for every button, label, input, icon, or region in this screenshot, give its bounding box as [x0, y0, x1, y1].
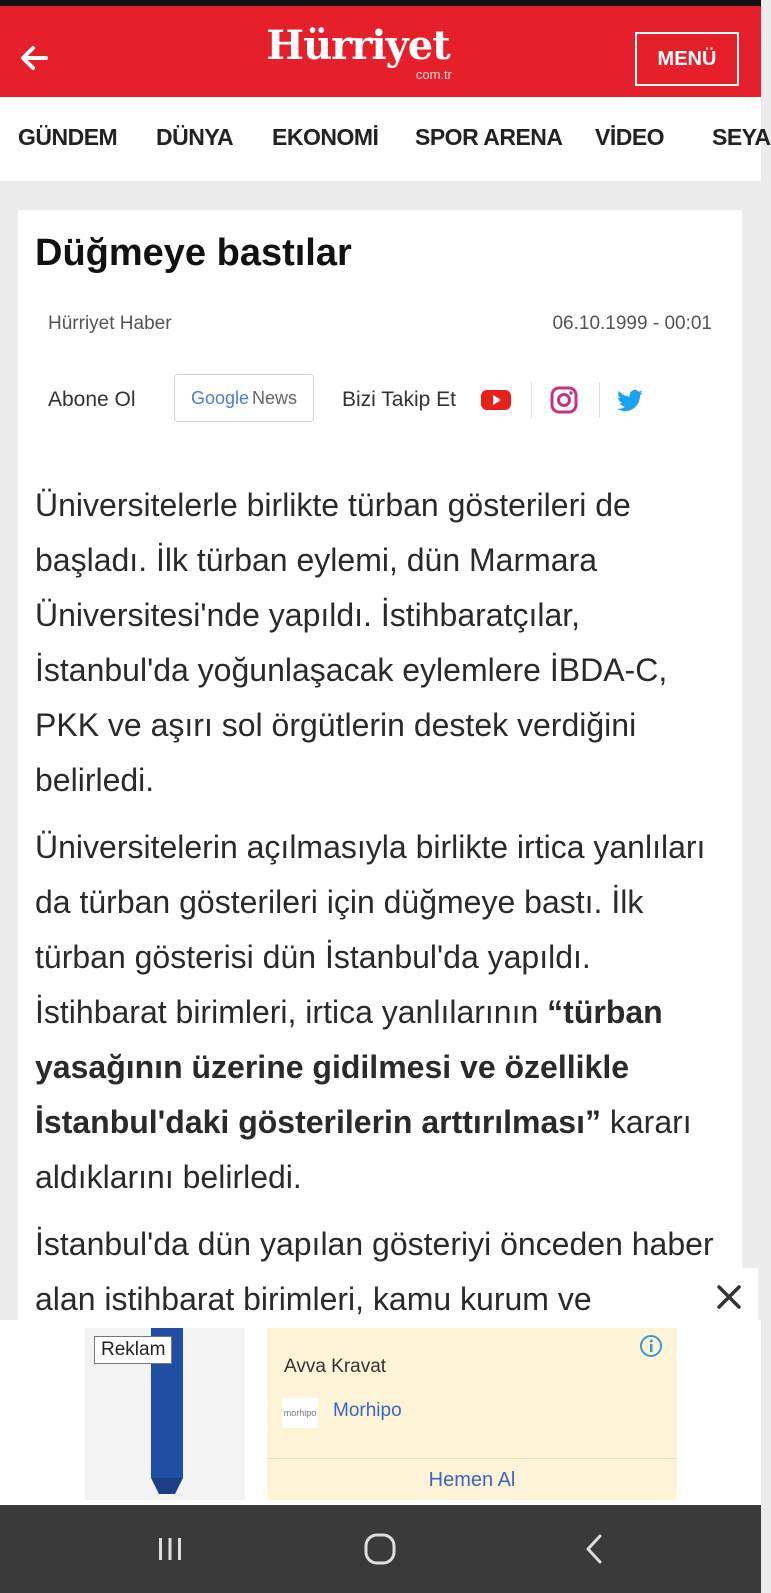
follow-label: Bizi Takip Et — [342, 388, 456, 411]
back-button[interactable] — [14, 36, 58, 80]
close-ad-button[interactable] — [700, 1268, 758, 1326]
back-icon[interactable] — [575, 1529, 615, 1569]
nav-item-ekonomi[interactable]: EKONOMİ — [272, 124, 379, 150]
article-author[interactable]: Hürriyet Haber — [48, 313, 172, 334]
nav-item-spor-arena[interactable]: SPOR ARENA — [415, 124, 563, 150]
info-icon[interactable] — [639, 1334, 663, 1358]
instagram-icon[interactable] — [548, 384, 580, 416]
divider — [599, 382, 600, 418]
follow-row — [48, 370, 728, 430]
ad-content[interactable] — [267, 1328, 677, 1500]
nav-item-gundem[interactable]: GÜNDEM — [18, 124, 118, 150]
article-body — [35, 478, 725, 1339]
ad-brand[interactable]: Morhipo — [333, 1400, 402, 1421]
article-card — [18, 210, 742, 1320]
category-nav — [0, 97, 771, 181]
top-header — [0, 0, 761, 97]
home-icon[interactable] — [360, 1529, 400, 1569]
paragraph-text: Üniversitelerin açılmasıyla birlikte irtica yanlıları da türban gösterileri için düğmeye bastı. İlk türban gösterisi dün İstanbul'da yapıldı. İstihbarat birimleri, irtica yanlılarının — [35, 829, 706, 1030]
arrow-left-icon — [14, 36, 58, 80]
twitter-icon[interactable] — [614, 384, 646, 416]
google-news-button[interactable] — [174, 374, 314, 422]
close-icon — [700, 1268, 758, 1326]
ad-label: Reklam — [94, 1336, 172, 1364]
nav-item-video[interactable]: VİDEO — [595, 124, 665, 150]
logo-domain: com.tr — [415, 67, 452, 82]
article-title: Düğmeye bastılar — [35, 232, 352, 274]
article-paragraph — [35, 820, 725, 1205]
logo-text: Hürriyet — [266, 22, 450, 69]
paragraph-text: kararı aldıklarını belirledi. — [35, 1104, 692, 1195]
site-logo[interactable] — [258, 24, 458, 88]
article-date: 06.10.1999 - 00:01 — [552, 313, 712, 334]
system-nav-bar — [0, 1505, 761, 1593]
youtube-icon[interactable] — [480, 384, 512, 416]
divider — [267, 1458, 677, 1459]
article-paragraph: Üniversitelerle birlikte türban gösterileri de başladı. İlk türban eylemi, dün Marmara Üniversitesi'nde yapıldı. İstihbaratçılar, İstanbul'da yoğunlaşacak eylemlere İBDA-C, PKK ve aşırı sol örgütlerin destek verdiğini belirledi. — [35, 487, 668, 798]
nav-item-dunya[interactable]: DÜNYA — [156, 124, 234, 150]
bold-quote: “türban yasağının üzerine gidilmesi ve özellikle İstanbul'daki gösterilerin arttırılması” — [35, 994, 663, 1140]
ad-title: Avva Kravat — [284, 1356, 387, 1377]
subscribe-label: Abone Ol — [48, 388, 136, 411]
ad-cta-button[interactable]: Hemen Al — [428, 1469, 516, 1491]
news-word: News — [252, 388, 298, 408]
brand-logo: morhipo — [282, 1398, 318, 1428]
article-paragraph: İstanbul'da dün yapılan gösteriyi önceden haber alan istihbarat birimleri, kamu kurum ve — [35, 1226, 714, 1317]
google-word: Google — [190, 388, 250, 408]
divider — [531, 382, 532, 418]
menu-button[interactable]: MENÜ — [635, 32, 739, 86]
ad-banner[interactable] — [0, 1320, 761, 1505]
nav-item-seyahat[interactable]: SEYA — [712, 124, 771, 150]
recents-icon[interactable] — [150, 1529, 190, 1569]
